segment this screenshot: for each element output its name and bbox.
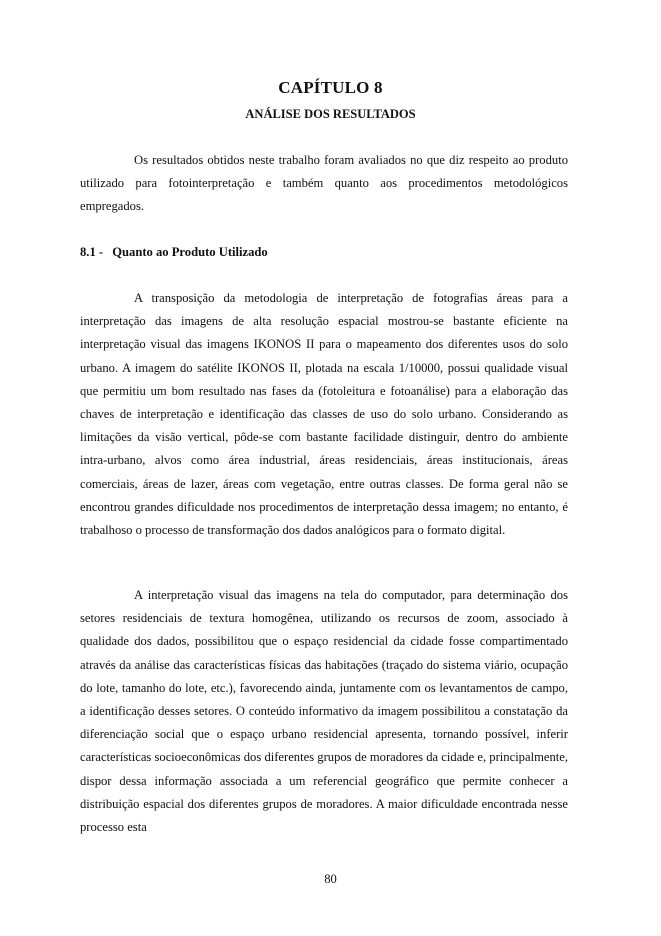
body-paragraph: A interpretação visual das imagens na tela do computador, para determinação dos setores residenciais de textura homogênea, utilizando os recursos de zoom, associado à qualidade dos dados, possibilitou que o espaço residencial da cidade fosse compartimentado através da análise das características físicas das habitações (traçado do sistema viário, ocupação do lote, tamanho do lote, etc.), favorecendo ainda, juntamente com os levantamentos de campo, a identificação desses setores. O conteúdo informativo da imagem possibilitou a constatação da diferenciação social que o espaço urbano residencial apresenta, tornando possível, inferir características socioeconômicas dos diferentes grupos de moradores da cidade e, principalmente, dispor dessa informação associada a um referencial geográfico que permite conhecer a distribuição espacial dos diferentes grupos de moradores. A maior dificuldade encontrada nesse processo esta (80, 588, 568, 835)
intro-paragraph: Os resultados obtidos neste trabalho foram avaliados no que diz respeito ao produto utilizado para fotointerpretação e também quanto aos procedimentos metodológicos empregados. (80, 153, 568, 214)
section-heading (80, 241, 268, 264)
body-paragraph: A transposição da metodologia de interpretação de fotografias áreas para a interpretação das imagens de alta resolução espacial mostrou-se bastante eficiente na interpretação visual das imagens IKONOS II para o mapeamento dos diferentes usos do solo urbano. A imagem do satélite IKONOS II, plotada na escala 1/10000, possui qualidade visual que permitiu um bom resultado nas fases da (fotoleitura e fotoanálise) para a elaboração das chaves de interpretação e identificação das classes de uso do solo urbano. Considerando as limitações da visão vertical, pôde-se com bastante facilidade distinguir, dentro do ambiente intra-urbano, alvos como área industrial, áreas residenciais, áreas institucionais, áreas comerciais, áreas de lazer, áreas com vegetação, entre outras classes. De forma geral não se encontrou grandes dificuldade nos procedimentos de interpretação dessa imagem; no entanto, é trabalhoso o processo de transformação dos dados analógicos para o formato digital. (80, 291, 568, 538)
section-title: Quanto ao Produto Utilizado (112, 245, 268, 259)
chapter-title: CAPÍTULO 8 (278, 78, 383, 97)
page-number: 80 (324, 872, 337, 886)
section-number: 8.1 - (80, 245, 104, 259)
chapter-subtitle: ANÁLISE DOS RESULTADOS (245, 107, 416, 121)
